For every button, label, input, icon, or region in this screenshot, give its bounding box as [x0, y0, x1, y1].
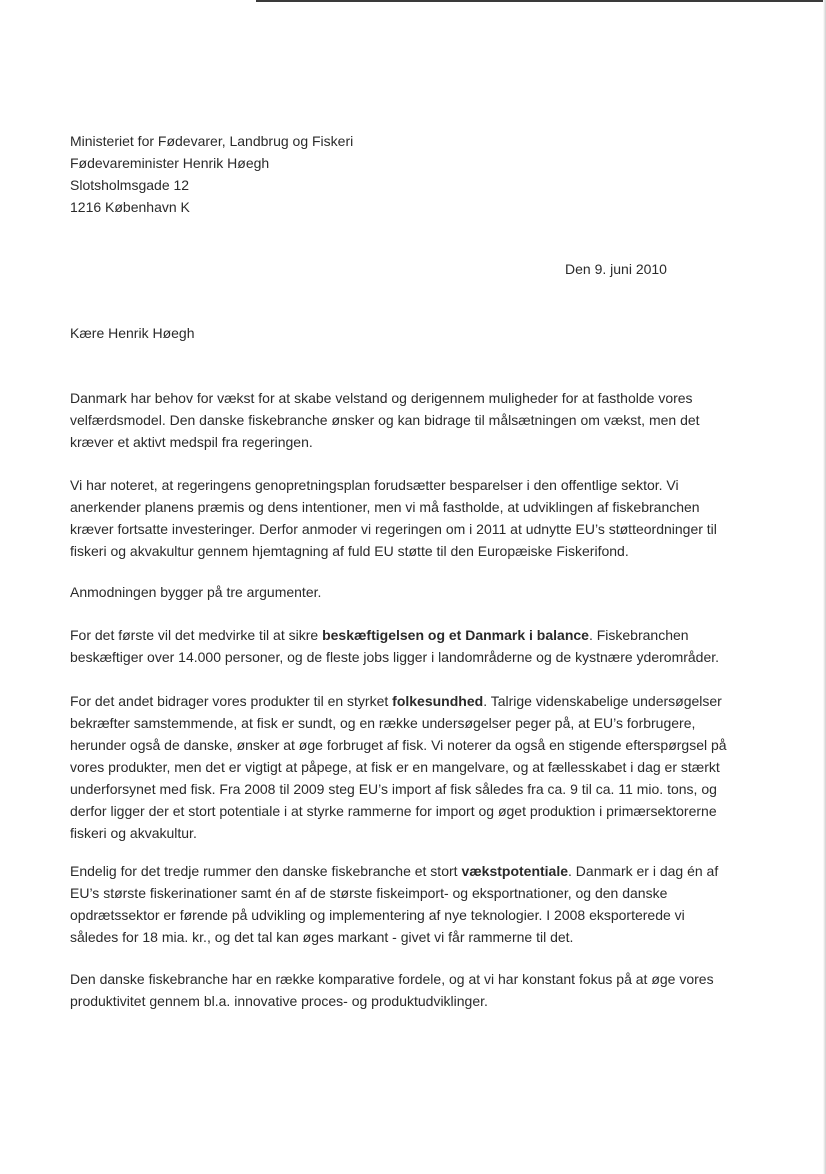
- text-run: For det andet bidrager vores produkter til en styrket: [70, 693, 393, 709]
- paragraph-line: EU’s største fiskerinationer samt én af de største fiskeimport- og eksportnationer, og den danske: [70, 885, 668, 901]
- text-run: . Talrige videnskabelige undersøgelser: [483, 693, 722, 709]
- paragraph-4: [70, 624, 719, 668]
- emphasis-text: folkesundhed: [392, 693, 484, 709]
- paragraph-line: produktivitet gennem bl.a. innovative proces- og produktudviklinger.: [70, 993, 488, 1009]
- paragraph-3: [70, 581, 321, 603]
- paragraph-line: Vi har noteret, at regeringens genopretningsplan forudsætter besparelser i den offentlige sektor. Vi: [70, 477, 679, 493]
- paragraph-line: [70, 690, 727, 712]
- paragraph-2: [70, 474, 717, 562]
- salutation-text: Kære Henrik Høegh: [70, 325, 195, 341]
- paragraph-line: bekræfter samstemmende, at fisk er sundt, og en række undersøgelser peger på, at EU’s forbrugere,: [70, 715, 696, 731]
- paragraph-line: anerkender planens præmis og dens intentioner, men vi må fastholde, at udviklingen af fiskebranchen: [70, 499, 700, 515]
- paragraph-line: Den danske fiskebranche har en række komparative fordele, og at vi har konstant fokus på at øge vores: [70, 971, 714, 987]
- paragraph-line: kræver et aktivt medspil fra regeringen.: [70, 434, 313, 450]
- paragraph-line: fiskeri og akvakultur gennem hjemtagning af fuld EU støtte til den Europæiske Fiskerifond.: [70, 543, 629, 559]
- paragraph-line: fiskeri og akvakultur.: [70, 825, 197, 841]
- address-line: Fødevareminister Henrik Høegh: [70, 155, 270, 171]
- paragraph-line: Anmodningen bygger på tre argumenter.: [70, 584, 322, 600]
- paragraph-line: [70, 860, 718, 882]
- paragraph-6: [70, 860, 718, 948]
- text-run: . Danmark er i dag én af: [568, 863, 719, 879]
- salutation: [70, 322, 195, 344]
- address-line: 1216 København K: [70, 199, 190, 215]
- scan-top-line: [256, 0, 826, 2]
- paragraph-line: velfærdsmodel. Den danske fiskebranche ønsker og kan bidrage til målsætningen om vækst, men det: [70, 412, 700, 428]
- paragraph-7: [70, 968, 714, 1012]
- letter-date: Den 9. juni 2010: [565, 261, 667, 277]
- emphasis-text: beskæftigelsen og et Danmark i balance: [322, 627, 589, 643]
- paragraph-line: [70, 624, 719, 646]
- address-line: Ministeriet for Fødevarer, Landbrug og Fiskeri: [70, 133, 354, 149]
- paragraph-line: underforsynet med fisk. Fra 2008 til 2009 steg EU’s import af fisk således fra ca. 9 til ca. 11 mio. tons, og: [70, 781, 717, 797]
- paragraph-line: beskæftiger over 14.000 personer, og de fleste jobs ligger i landområderne og de kystnære yderområder.: [70, 649, 720, 665]
- paragraph-line: derfor ligger der et stort potentiale i at styrke rammerne for import og øget produktion i primærsektorerne: [70, 803, 717, 819]
- paragraph-line: herunder også de danske, ønsker at øge forbruget af fisk. Vi noterer da også en stigende efterspørgsel på: [70, 737, 727, 753]
- text-run: . Fiskebranchen: [588, 627, 689, 643]
- recipient-address: [70, 130, 353, 218]
- text-run: For det første vil det medvirke til at sikre: [70, 627, 323, 643]
- text-run: Endelig for det tredje rummer den danske fiskebranche et stort: [70, 863, 462, 879]
- paragraph-line: vores produkter, men det er vigtigt at påpege, at fisk er en mangelvare, og at fællesskabet i dag er stærkt: [70, 759, 720, 775]
- paragraph-line: opdrætssektor er førende på udvikling og implementering af nye teknologier. I 2008 eksporterede vi: [70, 907, 685, 923]
- paragraph-line: således for 18 mia. kr., og det tal kan øges markant - givet vi får rammerne til det.: [70, 929, 574, 945]
- address-line: Slotsholmsgade 12: [70, 177, 190, 193]
- paragraph-line: kræver fortsatte investeringer. Derfor anmoder vi regeringen om i 2011 at udnytte EU’s støtteordninger til: [70, 521, 717, 537]
- paragraph-line: Danmark har behov for vækst for at skabe velstand og derigennem muligheder for at fastholde vores: [70, 390, 693, 406]
- emphasis-text: vækstpotentiale: [461, 863, 569, 879]
- paragraph-1: [70, 387, 700, 453]
- paragraph-5: [70, 690, 727, 844]
